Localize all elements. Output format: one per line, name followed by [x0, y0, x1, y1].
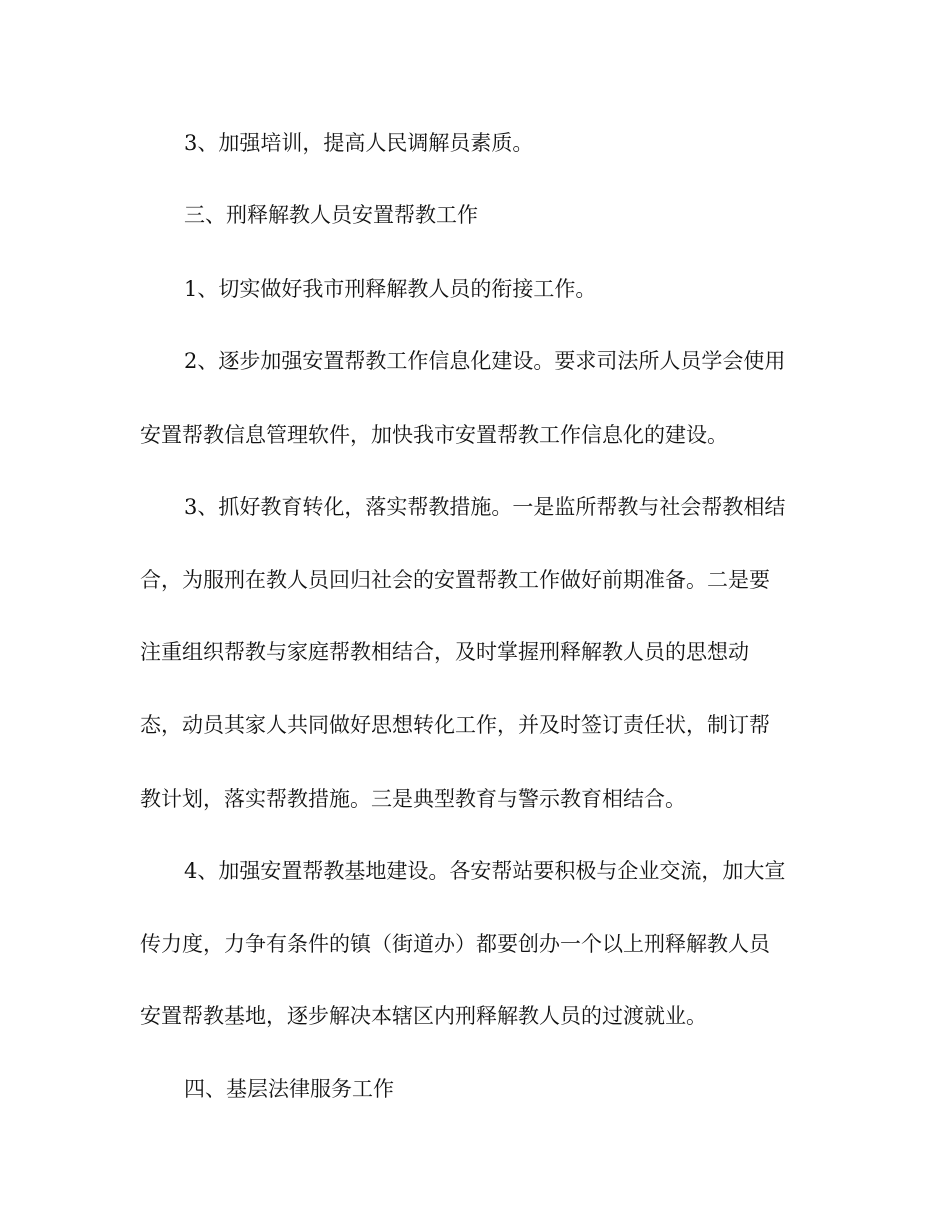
- paragraph-heading-training: 3、加强培训，提高人民调解员素质。: [184, 131, 534, 155]
- paragraph-line: 2、逐步加强安置帮教工作信息化建设。要求司法所人员学会使用: [184, 349, 786, 373]
- paragraph-line: 4、加强安置帮教基地建设。各安帮站要积极与企业交流，加大宣: [184, 859, 786, 883]
- paragraph-line: 安置帮教基地，逐步解决本辖区内刑释解教人员的过渡就业。: [140, 1004, 707, 1028]
- paragraph-line: 注重组织帮教与家庭帮教相结合，及时掌握刑释解教人员的思想动: [140, 640, 749, 664]
- paragraph-line: 教计划，落实帮教措施。三是典型教育与警示教育相结合。: [140, 787, 686, 811]
- paragraph-line: 合，为服刑在教人员回归社会的安置帮教工作做好前期准备。二是要: [140, 568, 770, 592]
- paragraph-line: 传力度，力争有条件的镇（街道办）都要创办一个以上刑释解教人员: [140, 932, 770, 956]
- paragraph-line: 安置帮教信息管理软件，加快我市安置帮教工作信息化的建设。: [140, 423, 728, 447]
- paragraph-line: 3、抓好教育转化，落实帮教措施。一是监所帮教与社会帮教相结: [184, 495, 786, 519]
- section-heading-resettlement: 三、刑释解教人员安置帮教工作: [184, 203, 478, 227]
- paragraph-line: 态，动员其家人共同做好思想转化工作，并及时签订责任状，制订帮: [140, 713, 770, 737]
- paragraph-line: 1、切实做好我市刑释解教人员的衔接工作。: [184, 277, 597, 301]
- section-heading-legal-services: 四、基层法律服务工作: [184, 1077, 394, 1101]
